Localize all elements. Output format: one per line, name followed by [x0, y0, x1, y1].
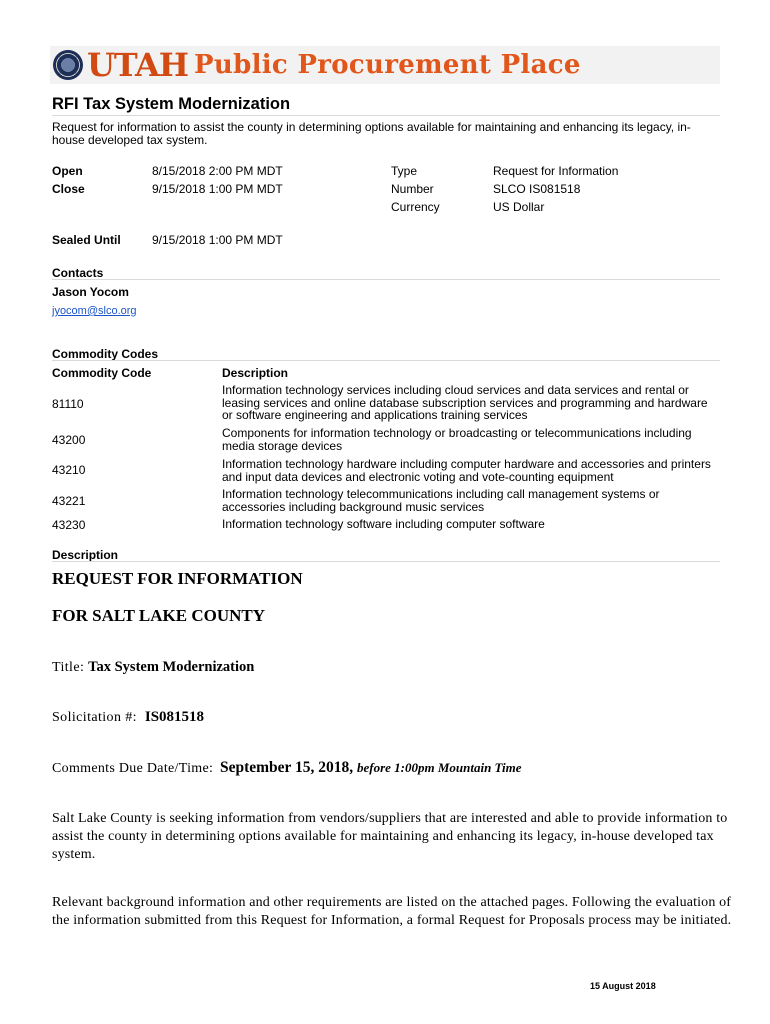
footer-date: 15 August 2018 — [590, 981, 656, 991]
due-date: September 15, 2018, — [219, 759, 354, 776]
commodity-code: 81110 — [52, 397, 84, 411]
due-time: before 1:00pm Mountain Time — [356, 760, 522, 775]
commodity-description: Information technology telecommunications including call management systems or accessories including background music services — [222, 487, 660, 514]
commodity-code: 43230 — [52, 518, 86, 532]
commodity-code-header: Commodity Code — [52, 366, 152, 380]
commodity-description: Information technology software including computer software — [222, 517, 545, 531]
solicitation-label: Solicitation #: — [52, 710, 137, 725]
commodity-code: 43221 — [52, 494, 86, 508]
commodity-description: Information technology services including cloud services and data services and rental or leasing services and online database subscription services and programming and hardware or software engineering and applications training services — [222, 383, 708, 422]
sealed-label: Sealed Until — [52, 233, 121, 247]
commodity-description: Information technology hardware including computer hardware and accessories and printers and input data devices and electronic voting and vote-counting equipment — [222, 457, 711, 484]
close-label: Close — [52, 182, 85, 196]
commodity-code: 43210 — [52, 463, 86, 477]
open-value: 8/15/2018 2:00 PM MDT — [152, 164, 283, 178]
commodity-code: 43200 — [52, 433, 86, 447]
commodity-heading: Commodity Codes — [52, 347, 159, 361]
rfi-paragraph-2: Relevant background information and other requirements are listed on the attached pages. Following the evaluation of the information submitted from this Request for Information, a formal Request for Proposals process may be initiated. — [52, 895, 732, 928]
currency-label: Currency — [391, 200, 440, 214]
currency-value: US Dollar — [493, 200, 545, 214]
description-heading: Description — [52, 548, 119, 562]
banner-subtitle: Public Procurement Place — [194, 50, 581, 80]
number-label: Number — [391, 182, 434, 196]
divider — [52, 360, 720, 361]
rfi-paragraph-1: Salt Lake County is seeking information from vendors/suppliers that are interested and able to provide information to assist the county in determining options available for maintaining and enhancing its legacy, in-house developed tax system. — [52, 811, 728, 862]
commodity-desc-header: Description — [222, 366, 289, 380]
rfi-title-value: Tax System Modernization — [88, 659, 255, 675]
divider — [52, 561, 720, 562]
due-line — [52, 759, 522, 777]
due-label: Comments Due Date/Time: — [52, 761, 214, 776]
rfi-title-line — [52, 659, 254, 676]
solicitation-line — [52, 709, 204, 726]
commodity-description: Components for information technology or broadcasting or telecommunications including media storage devices — [222, 426, 692, 453]
divider — [52, 115, 720, 116]
utah-seal-icon — [53, 50, 83, 80]
close-value: 9/15/2018 1:00 PM MDT — [152, 182, 283, 196]
utah-wordmark: UTAH — [87, 46, 189, 84]
sealed-value: 9/15/2018 1:00 PM MDT — [152, 233, 283, 247]
contacts-heading: Contacts — [52, 266, 104, 280]
solicitation-value: IS081518 — [144, 709, 205, 725]
number-value: SLCO IS081518 — [493, 182, 581, 196]
open-label: Open — [52, 164, 83, 178]
type-label: Type — [391, 164, 418, 178]
rfi-subheading: FOR SALT LAKE COUNTY — [52, 606, 266, 625]
rfi-title-label: Title: — [52, 660, 85, 675]
header-banner — [50, 46, 720, 84]
summary-text: Request for information to assist the county in determining options available for maintaining and enhancing its legacy, in-house developed tax system. — [52, 120, 691, 147]
page-title: RFI Tax System Modernization — [52, 95, 291, 113]
divider — [52, 279, 720, 280]
rfi-heading: REQUEST FOR INFORMATION — [52, 569, 303, 588]
contact-name: Jason Yocom — [52, 285, 129, 299]
contact-email-link[interactable]: jyocom@slco.org — [52, 305, 137, 317]
type-value: Request for Information — [493, 164, 619, 178]
